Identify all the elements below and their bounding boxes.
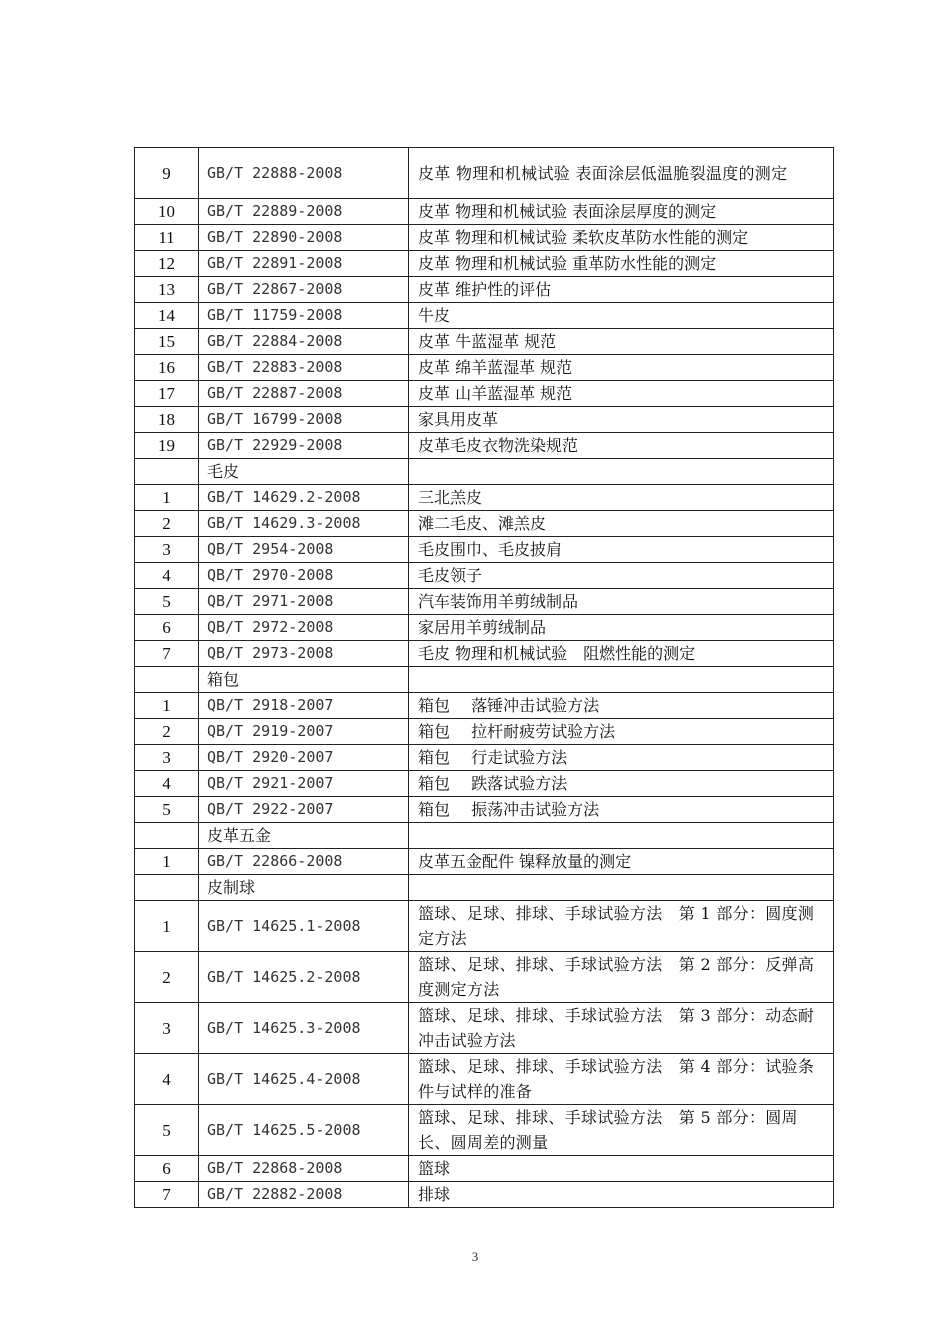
standard-title: 毛皮领子 [409, 563, 834, 589]
row-number: 1 [135, 849, 199, 875]
standard-code: GB/T 22867-2008 [199, 277, 409, 303]
standards-table [134, 147, 834, 1208]
standard-title: 汽车装饰用羊剪绒制品 [409, 589, 834, 615]
table-row [135, 745, 834, 771]
standard-title: 牛皮 [409, 303, 834, 329]
row-number: 19 [135, 433, 199, 459]
table-row [135, 277, 834, 303]
standard-title: 皮革 物理和机械试验 表面涂层低温脆裂温度的测定 [409, 148, 834, 199]
standard-code: QB/T 2919-2007 [199, 719, 409, 745]
section-title: 皮革五金 [199, 823, 409, 849]
standard-title: 排球 [409, 1182, 834, 1208]
standard-title: 三北羔皮 [409, 485, 834, 511]
table-row [135, 849, 834, 875]
table-row [135, 303, 834, 329]
row-number: 17 [135, 381, 199, 407]
row-number: 9 [135, 148, 199, 199]
row-number: 4 [135, 1054, 199, 1105]
standard-title: 皮革 牛蓝湿革 规范 [409, 329, 834, 355]
table-row [135, 199, 834, 225]
table-row [135, 563, 834, 589]
table-row [135, 511, 834, 537]
standard-code: QB/T 2954-2008 [199, 537, 409, 563]
standard-code: GB/T 22890-2008 [199, 225, 409, 251]
standard-title: 皮革毛皮衣物洗染规范 [409, 433, 834, 459]
section-num-cell [135, 875, 199, 901]
row-number: 1 [135, 693, 199, 719]
standard-code: GB/T 16799-2008 [199, 407, 409, 433]
standard-code: GB/T 22888-2008 [199, 148, 409, 199]
section-empty-cell [409, 823, 834, 849]
row-number: 16 [135, 355, 199, 381]
row-number: 3 [135, 745, 199, 771]
section-empty-cell [409, 875, 834, 901]
standard-code: GB/T 22882-2008 [199, 1182, 409, 1208]
standard-title: 皮革五金配件 镍释放量的测定 [409, 849, 834, 875]
table-row [135, 615, 834, 641]
row-number: 7 [135, 1182, 199, 1208]
table-row [135, 771, 834, 797]
standard-code: QB/T 2970-2008 [199, 563, 409, 589]
standard-code: QB/T 2921-2007 [199, 771, 409, 797]
standard-code: QB/T 2973-2008 [199, 641, 409, 667]
table-row [135, 537, 834, 563]
section-num-cell [135, 823, 199, 849]
standard-code: GB/T 22866-2008 [199, 849, 409, 875]
standard-code: QB/T 2918-2007 [199, 693, 409, 719]
standard-code: GB/T 14629.3-2008 [199, 511, 409, 537]
standard-title: 箱包 振荡冲击试验方法 [409, 797, 834, 823]
table-row [135, 901, 834, 952]
table-row [135, 381, 834, 407]
standard-code: QB/T 2920-2007 [199, 745, 409, 771]
table-row [135, 1003, 834, 1054]
table-row [135, 797, 834, 823]
standard-title: 家居用羊剪绒制品 [409, 615, 834, 641]
table-row [135, 433, 834, 459]
row-number: 6 [135, 1156, 199, 1182]
standard-code: QB/T 2971-2008 [199, 589, 409, 615]
table-row [135, 355, 834, 381]
standard-title: 家具用皮革 [409, 407, 834, 433]
section-num-cell [135, 667, 199, 693]
row-number: 4 [135, 563, 199, 589]
section-title: 毛皮 [199, 459, 409, 485]
page-number: 3 [471, 1249, 479, 1264]
section-header-row [135, 459, 834, 485]
row-number: 10 [135, 199, 199, 225]
standard-code: GB/T 11759-2008 [199, 303, 409, 329]
row-number: 2 [135, 952, 199, 1003]
standard-code: GB/T 22884-2008 [199, 329, 409, 355]
row-number: 11 [135, 225, 199, 251]
row-number: 2 [135, 719, 199, 745]
standard-code: GB/T 22891-2008 [199, 251, 409, 277]
standard-title: 篮球、足球、排球、手球试验方法 第 1 部分：圆度测定方法 [409, 901, 834, 952]
table-row [135, 1105, 834, 1156]
row-number: 4 [135, 771, 199, 797]
standard-code: GB/T 14629.2-2008 [199, 485, 409, 511]
standard-title: 箱包 拉杆耐疲劳试验方法 [409, 719, 834, 745]
standard-code: GB/T 14625.1-2008 [199, 901, 409, 952]
standard-title: 箱包 行走试验方法 [409, 745, 834, 771]
table-row [135, 329, 834, 355]
standard-title: 皮革 山羊蓝湿革 规范 [409, 381, 834, 407]
standard-title: 皮革 维护性的评估 [409, 277, 834, 303]
table-row [135, 148, 834, 199]
table-row [135, 251, 834, 277]
standard-title: 滩二毛皮、滩羔皮 [409, 511, 834, 537]
section-title: 皮制球 [199, 875, 409, 901]
section-header-row [135, 823, 834, 849]
standard-code: GB/T 22883-2008 [199, 355, 409, 381]
row-number: 5 [135, 797, 199, 823]
table-row [135, 1156, 834, 1182]
row-number: 1 [135, 485, 199, 511]
table-row [135, 719, 834, 745]
standard-title: 箱包 跌落试验方法 [409, 771, 834, 797]
section-empty-cell [409, 459, 834, 485]
row-number: 14 [135, 303, 199, 329]
standard-code: GB/T 22887-2008 [199, 381, 409, 407]
section-empty-cell [409, 667, 834, 693]
standard-title: 皮革 绵羊蓝湿革 规范 [409, 355, 834, 381]
standard-code: GB/T 14625.3-2008 [199, 1003, 409, 1054]
table-row [135, 225, 834, 251]
standard-title: 篮球、足球、排球、手球试验方法 第 3 部分：动态耐冲击试验方法 [409, 1003, 834, 1054]
standard-code: GB/T 14625.2-2008 [199, 952, 409, 1003]
standard-title: 皮革 物理和机械试验 柔软皮革防水性能的测定 [409, 225, 834, 251]
section-title: 箱包 [199, 667, 409, 693]
row-number: 3 [135, 1003, 199, 1054]
standard-title: 毛皮围巾、毛皮披肩 [409, 537, 834, 563]
table-row [135, 589, 834, 615]
table-row [135, 1182, 834, 1208]
standard-title: 毛皮 物理和机械试验 阻燃性能的测定 [409, 641, 834, 667]
standard-code: GB/T 14625.4-2008 [199, 1054, 409, 1105]
standard-code: GB/T 22889-2008 [199, 199, 409, 225]
standard-title: 篮球 [409, 1156, 834, 1182]
row-number: 3 [135, 537, 199, 563]
table-row [135, 485, 834, 511]
section-header-row [135, 875, 834, 901]
row-number: 13 [135, 277, 199, 303]
standard-code: GB/T 22868-2008 [199, 1156, 409, 1182]
row-number: 15 [135, 329, 199, 355]
standard-code: GB/T 22929-2008 [199, 433, 409, 459]
standard-title: 篮球、足球、排球、手球试验方法 第 4 部分：试验条件与试样的准备 [409, 1054, 834, 1105]
row-number: 5 [135, 1105, 199, 1156]
section-num-cell [135, 459, 199, 485]
row-number: 18 [135, 407, 199, 433]
standards-table-body [135, 148, 834, 1208]
row-number: 7 [135, 641, 199, 667]
table-row [135, 693, 834, 719]
standard-code: GB/T 14625.5-2008 [199, 1105, 409, 1156]
table-row [135, 1054, 834, 1105]
section-header-row [135, 667, 834, 693]
row-number: 6 [135, 615, 199, 641]
row-number: 1 [135, 901, 199, 952]
standard-code: QB/T 2922-2007 [199, 797, 409, 823]
table-row [135, 641, 834, 667]
row-number: 2 [135, 511, 199, 537]
standard-title: 皮革 物理和机械试验 表面涂层厚度的测定 [409, 199, 834, 225]
standard-title: 篮球、足球、排球、手球试验方法 第 2 部分：反弹高度测定方法 [409, 952, 834, 1003]
table-row [135, 952, 834, 1003]
row-number: 5 [135, 589, 199, 615]
standard-title: 皮革 物理和机械试验 重革防水性能的测定 [409, 251, 834, 277]
row-number: 12 [135, 251, 199, 277]
standard-title: 篮球、足球、排球、手球试验方法 第 5 部分：圆周长、圆周差的测量 [409, 1105, 834, 1156]
standard-title: 箱包 落锤冲击试验方法 [409, 693, 834, 719]
standard-code: QB/T 2972-2008 [199, 615, 409, 641]
table-row [135, 407, 834, 433]
